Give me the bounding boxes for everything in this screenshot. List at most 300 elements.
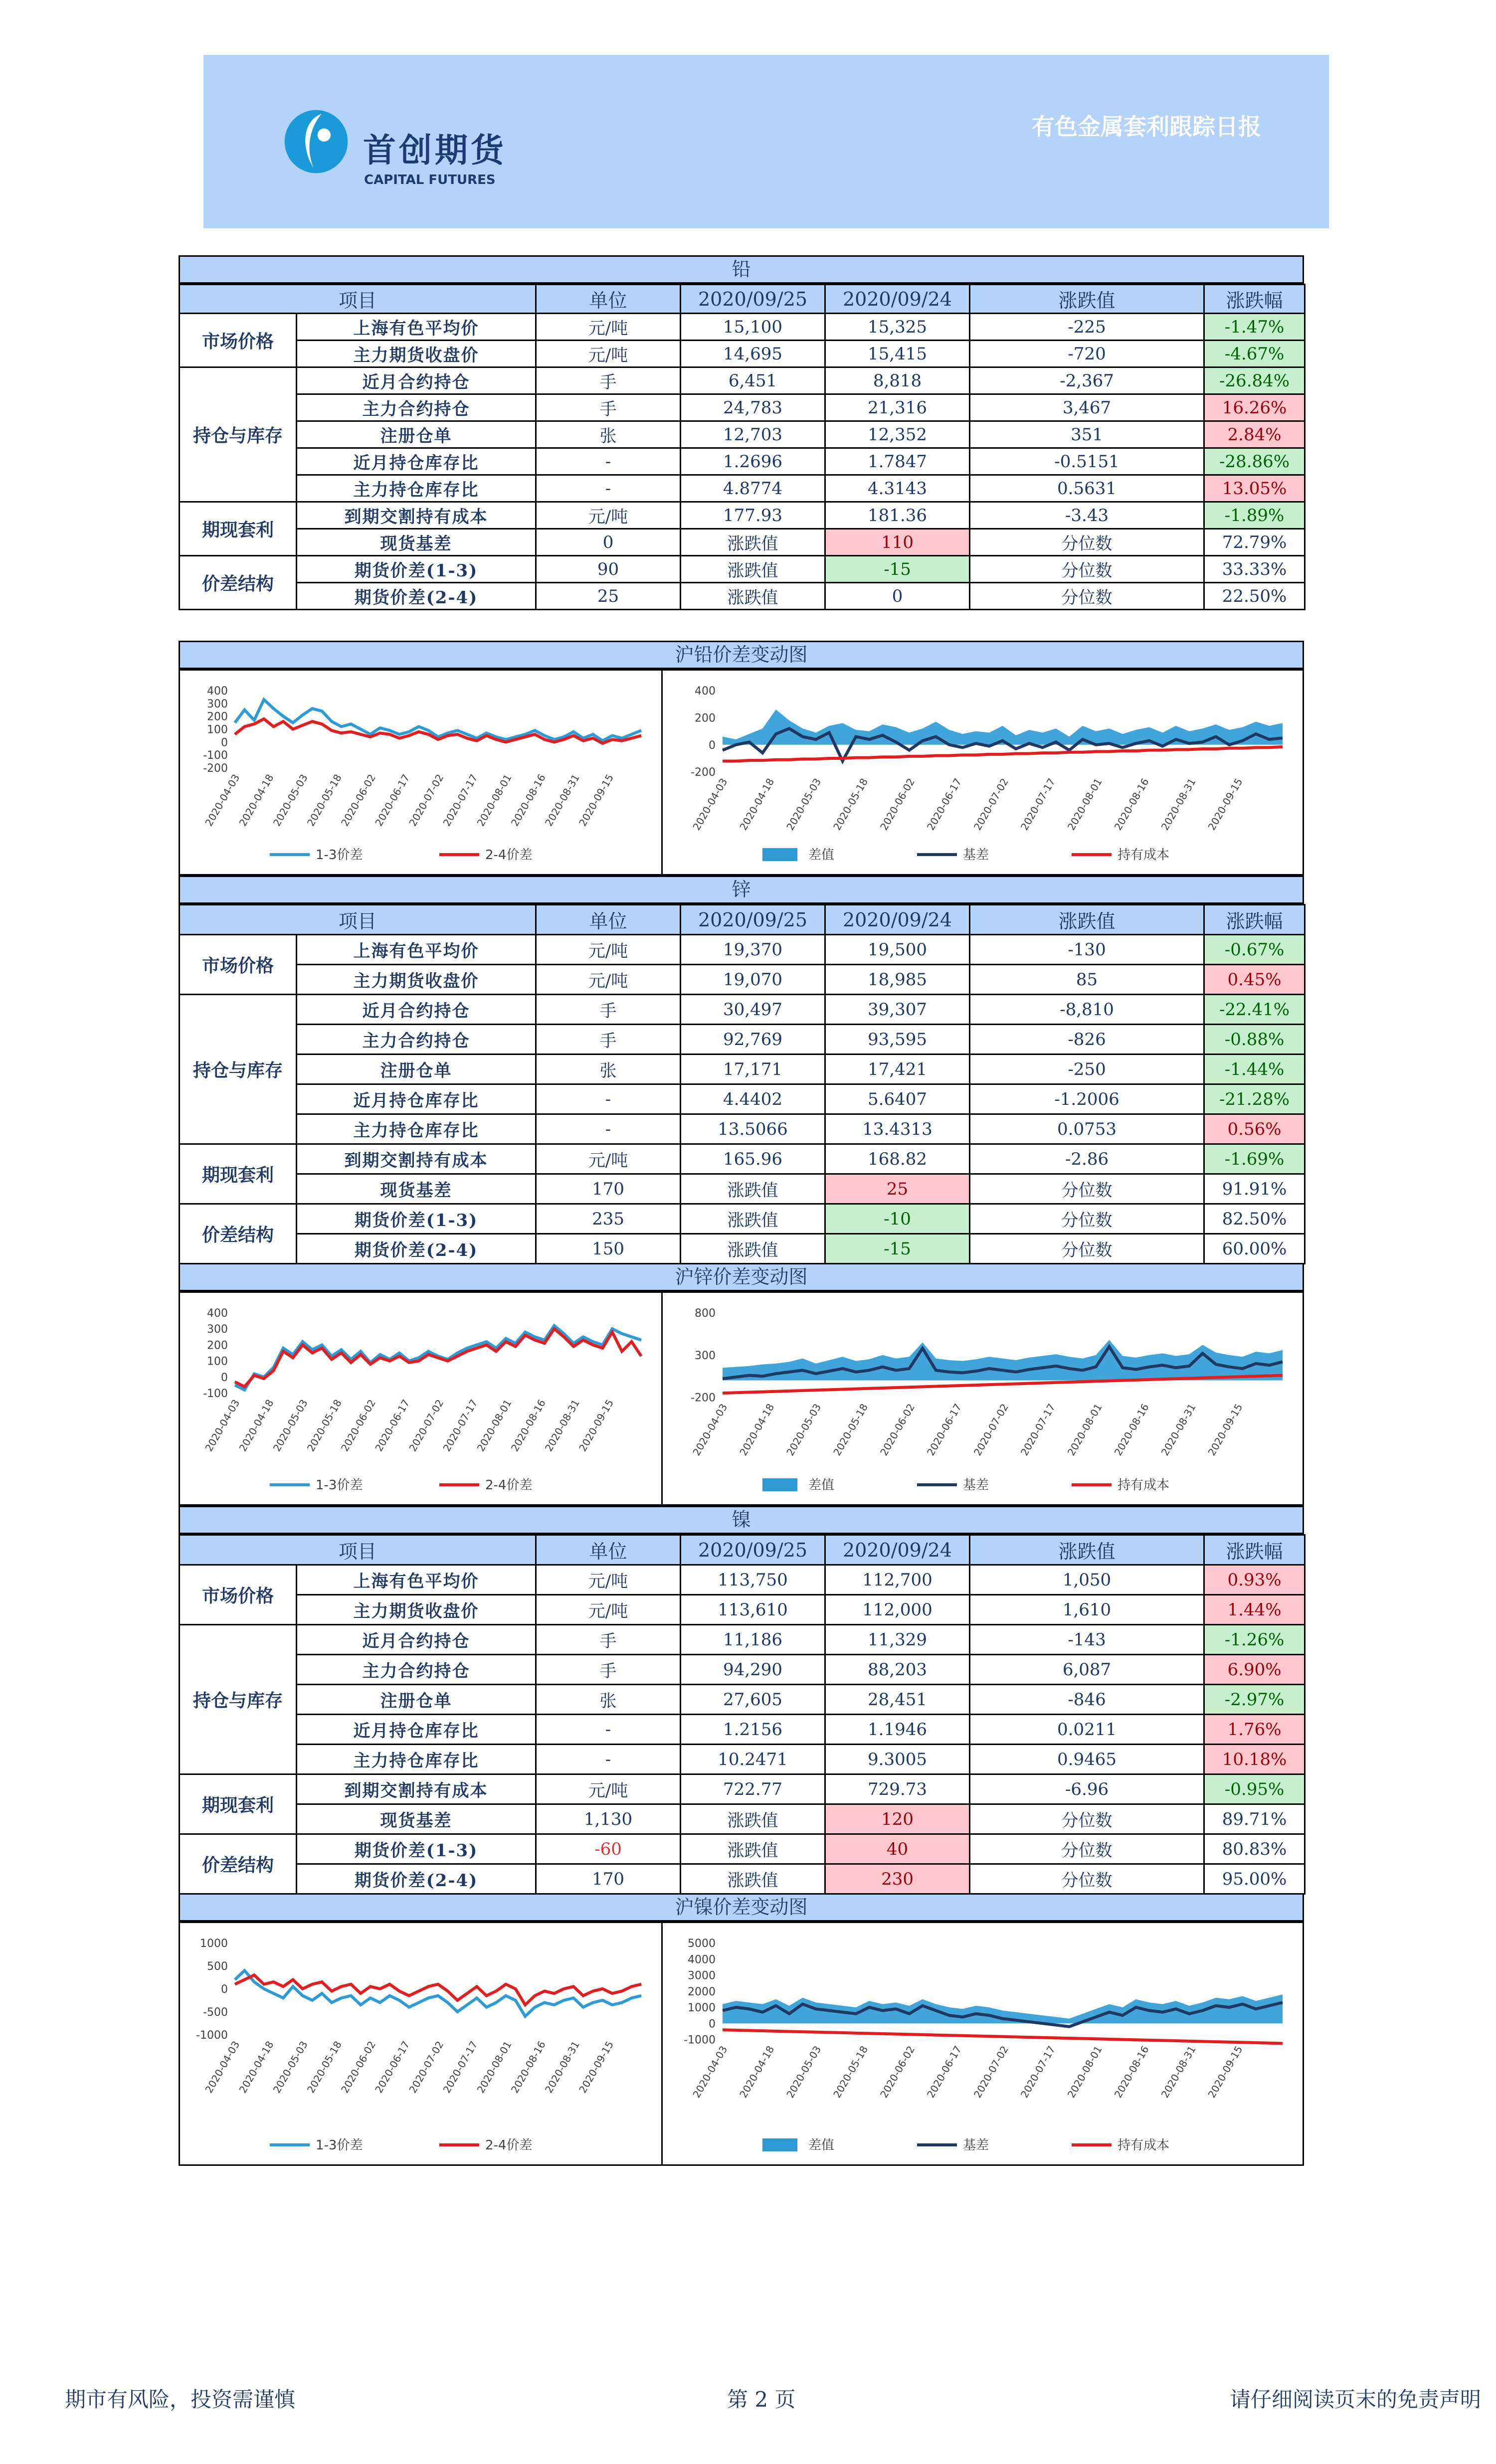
item-label: 近月合约持仓	[297, 995, 536, 1025]
value-cell: 93,595	[825, 1025, 970, 1055]
value-cell: 12,703	[681, 421, 825, 448]
group-label: 市场价格	[180, 314, 297, 367]
group-label: 持仓与库存	[180, 367, 297, 502]
change-value-cell: 230	[825, 1864, 970, 1894]
change-value-cell: -10	[825, 1204, 970, 1234]
unit-cell: 张	[536, 421, 681, 448]
table-row	[180, 1204, 1305, 1234]
value-cell: 15,415	[825, 341, 970, 367]
table-row	[180, 935, 1305, 965]
pct-change-cell: 2.84%	[1204, 421, 1305, 448]
value-cell: 1.7847	[825, 448, 970, 475]
pct-change-cell: -21.28%	[1204, 1084, 1305, 1114]
legend-swatch	[762, 2138, 797, 2151]
pct-change-cell: -0.88%	[1204, 1025, 1305, 1055]
x-tick-label: 2020-08-01	[474, 772, 514, 829]
value-cell: 11,329	[825, 1625, 970, 1655]
item-label: 近月合约持仓	[297, 1625, 536, 1655]
value-cell: 177.93	[681, 502, 825, 529]
value-cell: 12,352	[825, 421, 970, 448]
x-tick-label: 2020-07-02	[406, 2039, 446, 2096]
value-cell: 13.4313	[825, 1114, 970, 1144]
legend-label: 持有成本	[1118, 1478, 1170, 1493]
percentile-cell: 22.50%	[1204, 583, 1305, 610]
x-tick-label: 2020-05-03	[270, 772, 310, 829]
group-label: 价差结构	[180, 1204, 297, 1264]
x-tick-label: 2020-04-18	[236, 772, 276, 829]
y-tick-label: 1000	[688, 2002, 716, 2015]
table-row	[180, 1174, 1305, 1204]
y-tick-label: 0	[709, 2018, 716, 2031]
y-tick-label: -1000	[684, 2034, 716, 2047]
change-cell: -130	[970, 935, 1204, 965]
x-tick-label: 2020-07-02	[971, 2044, 1011, 2100]
change-cell: 85	[970, 965, 1204, 995]
x-tick-label: 2020-04-18	[236, 1397, 276, 1454]
x-tick-label: 2020-09-15	[576, 2039, 616, 2096]
table-row	[180, 1625, 1305, 1655]
x-tick-label: 2020-05-03	[270, 1397, 310, 1454]
column-header: 2020/09/24	[825, 905, 970, 935]
unit-cell: -	[536, 1745, 681, 1774]
table-row	[180, 1774, 1305, 1804]
x-tick-label: 2020-07-17	[1018, 776, 1058, 833]
y-tick-label: 100	[207, 723, 228, 736]
pct-change-cell: 0.93%	[1204, 1565, 1305, 1595]
value-cell: 5.6407	[825, 1084, 970, 1114]
change-label: 涨跌值	[681, 529, 825, 556]
change-value-cell: -15	[825, 1234, 970, 1264]
pct-change-cell: -4.67%	[1204, 341, 1305, 367]
x-tick-label: 2020-09-15	[1205, 1402, 1245, 1458]
current-value-cell: 235	[536, 1204, 681, 1234]
value-cell: 1.2156	[681, 1715, 825, 1745]
x-tick-label: 2020-05-18	[304, 2039, 344, 2096]
x-tick-label: 2020-06-02	[878, 776, 918, 833]
item-label: 主力期货收盘价	[297, 965, 536, 995]
x-tick-label: 2020-08-16	[1112, 776, 1151, 833]
percentile-label: 分位数	[970, 1174, 1204, 1204]
footer-risk-note: 期市有风险，投资需谨慎	[65, 2387, 296, 2412]
x-tick-label: 2020-05-18	[304, 1397, 344, 1454]
x-tick-label: 2020-04-03	[690, 1402, 730, 1458]
group-label: 期现套利	[180, 502, 297, 556]
x-tick-label: 2020-07-17	[440, 772, 480, 829]
table-row	[180, 448, 1305, 475]
series-line-spread-2-4	[235, 719, 641, 743]
x-tick-label: 2020-04-18	[737, 1402, 777, 1458]
y-tick-label: -200	[203, 762, 228, 775]
item-label: 近月合约持仓	[297, 367, 536, 394]
y-tick-label: 0	[221, 1983, 228, 1996]
unit-cell: 元/吨	[536, 1774, 681, 1804]
percentile-cell: 82.50%	[1204, 1204, 1305, 1234]
value-cell: 112,700	[825, 1565, 970, 1595]
x-tick-label: 2020-08-01	[474, 1397, 514, 1454]
change-cell: -6.96	[970, 1774, 1204, 1804]
change-label: 涨跌值	[681, 556, 825, 583]
table-row	[180, 1834, 1305, 1864]
change-value-cell: 25	[825, 1174, 970, 1204]
item-label: 期货价差(2-4)	[297, 1234, 536, 1264]
x-tick-label: 2020-08-16	[1112, 1402, 1151, 1458]
pct-change-cell: -1.69%	[1204, 1144, 1305, 1174]
x-tick-label: 2020-06-02	[878, 2044, 918, 2100]
x-tick-label: 2020-06-02	[339, 772, 378, 829]
value-cell: 21,316	[825, 394, 970, 421]
table-row	[180, 314, 1305, 341]
pct-change-cell: 0.45%	[1204, 965, 1305, 995]
value-cell: 1.2696	[681, 448, 825, 475]
change-label: 涨跌值	[681, 1804, 825, 1834]
pct-change-cell: 6.90%	[1204, 1655, 1305, 1685]
table-header-row	[180, 1535, 1305, 1565]
current-value-cell: 0	[536, 529, 681, 556]
change-cell: 0.9465	[970, 1745, 1204, 1774]
y-tick-label: 0	[709, 739, 716, 752]
x-tick-label: 2020-07-02	[406, 772, 446, 829]
change-cell: -1.2006	[970, 1084, 1204, 1114]
value-cell: 165.96	[681, 1144, 825, 1174]
x-tick-label: 2020-08-16	[1112, 2044, 1151, 2100]
x-tick-label: 2020-08-31	[543, 772, 582, 829]
value-cell: 19,370	[681, 935, 825, 965]
unit-cell: 元/吨	[536, 502, 681, 529]
chart-zn-left	[180, 1293, 661, 1504]
legend-label: 差值	[808, 1478, 835, 1493]
logo-name-cn: 首创期货	[363, 131, 507, 170]
chart-ni-left	[180, 1923, 661, 2164]
table-row	[180, 475, 1305, 502]
y-tick-label: 500	[207, 1960, 228, 1973]
x-tick-label: 2020-05-18	[831, 776, 871, 833]
unit-cell: 手	[536, 394, 681, 421]
value-cell: 17,171	[681, 1055, 825, 1084]
percentile-label: 分位数	[970, 1864, 1204, 1894]
table-header-row	[180, 905, 1305, 935]
unit-cell: 元/吨	[536, 341, 681, 367]
unit-cell: 元/吨	[536, 1565, 681, 1595]
value-cell: 1.1946	[825, 1715, 970, 1745]
item-label: 上海有色平均价	[297, 1565, 536, 1595]
x-tick-label: 2020-06-17	[925, 776, 964, 833]
change-label: 涨跌值	[681, 583, 825, 610]
value-cell: 18,985	[825, 965, 970, 995]
chart-title: 沪锌价差变动图	[179, 1263, 1304, 1291]
y-tick-label: -100	[203, 1388, 228, 1401]
legend-label: 基差	[963, 848, 989, 863]
legend-label: 1-3价差	[316, 2138, 363, 2153]
legend-label: 1-3价差	[316, 848, 363, 863]
legend-label: 基差	[963, 2138, 989, 2153]
table-row	[180, 1114, 1305, 1144]
legend-label: 基差	[963, 1478, 989, 1493]
column-header: 单位	[536, 1535, 681, 1565]
y-tick-label: -1000	[196, 2029, 228, 2042]
change-cell: -8,810	[970, 995, 1204, 1025]
unit-cell: 手	[536, 1625, 681, 1655]
item-label: 期货价差(1-3)	[297, 1204, 536, 1234]
legend-label: 1-3价差	[316, 1478, 363, 1493]
unit-cell: 手	[536, 367, 681, 394]
x-tick-label: 2020-08-31	[1158, 1402, 1198, 1458]
y-tick-label: 200	[207, 710, 228, 723]
change-cell: 1,610	[970, 1595, 1204, 1625]
unit-cell: 元/吨	[536, 1144, 681, 1174]
change-value-cell: -15	[825, 556, 970, 583]
unit-cell: 元/吨	[536, 935, 681, 965]
unit-cell: -	[536, 1114, 681, 1144]
percentile-cell: 89.71%	[1204, 1804, 1305, 1834]
group-label: 持仓与库存	[180, 995, 297, 1144]
change-label: 涨跌值	[681, 1864, 825, 1894]
column-header: 项目	[180, 905, 536, 935]
x-tick-label: 2020-04-03	[202, 772, 242, 829]
table-row	[180, 556, 1305, 583]
table-row	[180, 1084, 1305, 1114]
change-cell: 0.0753	[970, 1114, 1204, 1144]
percentile-cell: 33.33%	[1204, 556, 1305, 583]
group-label: 价差结构	[180, 1834, 297, 1894]
x-tick-label: 2020-08-16	[508, 1397, 548, 1454]
metal-stats-table	[179, 284, 1306, 610]
item-label: 主力持仓库存比	[297, 475, 536, 502]
x-tick-label: 2020-05-03	[784, 2044, 824, 2100]
x-tick-label: 2020-07-02	[971, 776, 1011, 833]
item-label: 注册仓单	[297, 421, 536, 448]
x-tick-label: 2020-06-17	[373, 1397, 412, 1454]
pct-change-cell: 1.76%	[1204, 1715, 1305, 1745]
change-value-cell: 40	[825, 1834, 970, 1864]
x-tick-label: 2020-08-01	[1065, 1402, 1105, 1458]
legend-label: 差值	[808, 848, 835, 863]
unit-cell: 元/吨	[536, 965, 681, 995]
unit-cell: 手	[536, 995, 681, 1025]
x-tick-label: 2020-04-18	[737, 776, 777, 833]
column-header: 涨跌值	[970, 1535, 1204, 1565]
unit-cell: 手	[536, 1655, 681, 1685]
pct-change-cell: 13.05%	[1204, 475, 1305, 502]
percentile-cell: 95.00%	[1204, 1864, 1305, 1894]
column-header: 涨跌值	[970, 905, 1204, 935]
value-cell: 15,325	[825, 314, 970, 341]
chart-title: 沪镍价差变动图	[179, 1893, 1304, 1922]
value-cell: 8,818	[825, 367, 970, 394]
legend-label: 2-4价差	[485, 1478, 533, 1493]
metal-stats-table	[179, 1534, 1306, 1895]
footer-page-number: 第 2 页	[727, 2387, 796, 2412]
percentile-label: 分位数	[970, 529, 1204, 556]
value-cell: 30,497	[681, 995, 825, 1025]
chart-panel	[179, 1922, 1304, 2166]
metal-title: 锌	[179, 876, 1304, 904]
change-cell: -225	[970, 314, 1204, 341]
change-cell: 351	[970, 421, 1204, 448]
x-tick-label: 2020-08-01	[1065, 776, 1105, 833]
y-tick-label: 200	[695, 712, 716, 725]
y-tick-label: -200	[691, 766, 716, 779]
percentile-cell: 91.91%	[1204, 1174, 1305, 1204]
value-cell: 17,421	[825, 1055, 970, 1084]
unit-cell: 元/吨	[536, 314, 681, 341]
value-cell: 92,769	[681, 1025, 825, 1055]
pct-change-cell: -1.89%	[1204, 502, 1305, 529]
table-header-row	[180, 285, 1305, 314]
x-tick-label: 2020-04-18	[737, 2044, 777, 2100]
x-tick-label: 2020-06-02	[878, 1402, 918, 1458]
y-tick-label: 1000	[200, 1937, 228, 1950]
change-cell: -826	[970, 1025, 1204, 1055]
item-label: 到期交割持有成本	[297, 1144, 536, 1174]
legend-label: 持有成本	[1118, 848, 1170, 863]
current-value-cell: 1,130	[536, 1804, 681, 1834]
chart-panel	[179, 669, 1304, 876]
value-cell: 28,451	[825, 1685, 970, 1715]
item-label: 近月持仓库存比	[297, 448, 536, 475]
item-label: 上海有色平均价	[297, 314, 536, 341]
chart-panel	[179, 1291, 1304, 1506]
pct-change-cell: -0.67%	[1204, 935, 1305, 965]
change-cell: 6,087	[970, 1655, 1204, 1685]
metal-title: 镍	[179, 1506, 1304, 1534]
series-area-diff	[723, 1340, 1283, 1380]
y-tick-label: 0	[221, 736, 228, 749]
pct-change-cell: -26.84%	[1204, 367, 1305, 394]
percentile-label: 分位数	[970, 1204, 1204, 1234]
pct-change-cell: -1.26%	[1204, 1625, 1305, 1655]
y-tick-label: 400	[207, 685, 228, 698]
x-tick-label: 2020-04-18	[236, 2039, 276, 2096]
value-cell: 13.5066	[681, 1114, 825, 1144]
pct-change-cell: -2.97%	[1204, 1685, 1305, 1715]
item-label: 期货价差(2-4)	[297, 583, 536, 610]
current-value-cell: -60	[536, 1834, 681, 1864]
change-label: 涨跌值	[681, 1834, 825, 1864]
table-row	[180, 1055, 1305, 1084]
table-row	[180, 1685, 1305, 1715]
column-header: 涨跌值	[970, 285, 1204, 314]
value-cell: 94,290	[681, 1655, 825, 1685]
metal-stats-table	[179, 904, 1306, 1264]
percentile-label: 分位数	[970, 1804, 1204, 1834]
percentile-cell: 80.83%	[1204, 1834, 1305, 1864]
pct-change-cell: -1.44%	[1204, 1055, 1305, 1084]
column-header: 涨跌幅	[1204, 1535, 1305, 1565]
table-row	[180, 341, 1305, 367]
report-title: 有色金属套利跟踪日报	[1032, 113, 1261, 140]
item-label: 注册仓单	[297, 1685, 536, 1715]
x-tick-label: 2020-07-17	[1018, 1402, 1058, 1458]
x-tick-label: 2020-05-03	[784, 776, 824, 833]
value-cell: 9.3005	[825, 1745, 970, 1774]
item-label: 到期交割持有成本	[297, 502, 536, 529]
change-cell: -250	[970, 1055, 1204, 1084]
table-row	[180, 1144, 1305, 1174]
item-label: 主力合约持仓	[297, 394, 536, 421]
item-label: 期货价差(1-3)	[297, 556, 536, 583]
value-cell: 168.82	[825, 1144, 970, 1174]
item-label: 近月持仓库存比	[297, 1084, 536, 1114]
table-row	[180, 1715, 1305, 1745]
table-row	[180, 1804, 1305, 1834]
legend-swatch	[762, 1478, 797, 1491]
value-cell: 15,100	[681, 314, 825, 341]
unit-cell: 手	[536, 1025, 681, 1055]
value-cell: 11,186	[681, 1625, 825, 1655]
y-tick-label: 300	[207, 1323, 228, 1336]
series-line-carry-cost	[723, 747, 1283, 761]
x-tick-label: 2020-08-31	[1158, 776, 1198, 833]
change-cell: -143	[970, 1625, 1204, 1655]
percentile-cell: 72.79%	[1204, 529, 1305, 556]
pct-change-cell: -1.47%	[1204, 314, 1305, 341]
change-cell: -2.86	[970, 1144, 1204, 1174]
group-label: 期现套利	[180, 1144, 297, 1204]
column-header: 2020/09/24	[825, 285, 970, 314]
change-label: 涨跌值	[681, 1234, 825, 1264]
value-cell: 19,070	[681, 965, 825, 995]
unit-cell: 元/吨	[536, 1595, 681, 1625]
value-cell: 181.36	[825, 502, 970, 529]
legend-label: 2-4价差	[485, 2138, 533, 2153]
column-header: 涨跌幅	[1204, 285, 1305, 314]
y-tick-label: 800	[695, 1307, 716, 1320]
chart-pb-left	[180, 671, 661, 874]
x-tick-label: 2020-08-01	[474, 2039, 514, 2096]
value-cell: 10.2471	[681, 1745, 825, 1774]
column-header: 涨跌幅	[1204, 905, 1305, 935]
legend-label: 2-4价差	[485, 848, 533, 863]
x-tick-label: 2020-08-31	[543, 1397, 582, 1454]
value-cell: 722.77	[681, 1774, 825, 1804]
item-label: 注册仓单	[297, 1055, 536, 1084]
y-tick-label: 100	[207, 1355, 228, 1368]
x-tick-label: 2020-08-16	[508, 772, 548, 829]
x-tick-label: 2020-08-31	[543, 2039, 582, 2096]
item-label: 到期交割持有成本	[297, 1774, 536, 1804]
column-header: 单位	[536, 905, 681, 935]
unit-cell: 张	[536, 1685, 681, 1715]
value-cell: 88,203	[825, 1655, 970, 1685]
change-cell: -3.43	[970, 502, 1204, 529]
item-label: 主力期货收盘价	[297, 1595, 536, 1625]
table-row	[180, 1595, 1305, 1625]
x-tick-label: 2020-07-02	[971, 1402, 1011, 1458]
value-cell: 6,451	[681, 367, 825, 394]
column-header: 2020/09/25	[681, 285, 825, 314]
x-tick-label: 2020-07-17	[440, 1397, 480, 1454]
percentile-cell: 60.00%	[1204, 1234, 1305, 1264]
table-row	[180, 394, 1305, 421]
column-header: 项目	[180, 285, 536, 314]
change-cell: -2,367	[970, 367, 1204, 394]
group-label: 持仓与库存	[180, 1625, 297, 1774]
current-value-cell: 90	[536, 556, 681, 583]
item-label: 现货基差	[297, 1174, 536, 1204]
change-value-cell: 120	[825, 1804, 970, 1834]
legend-label: 差值	[808, 2138, 835, 2153]
table-row	[180, 1025, 1305, 1055]
value-cell: 27,605	[681, 1685, 825, 1715]
x-tick-label: 2020-06-17	[373, 2039, 412, 2096]
pct-change-cell: -0.95%	[1204, 1774, 1305, 1804]
legend-swatch	[762, 848, 797, 861]
item-label: 现货基差	[297, 1804, 536, 1834]
unit-cell: -	[536, 448, 681, 475]
y-tick-label: 5000	[688, 1937, 716, 1950]
percentile-label: 分位数	[970, 1234, 1204, 1264]
column-header: 2020/09/25	[681, 1535, 825, 1565]
